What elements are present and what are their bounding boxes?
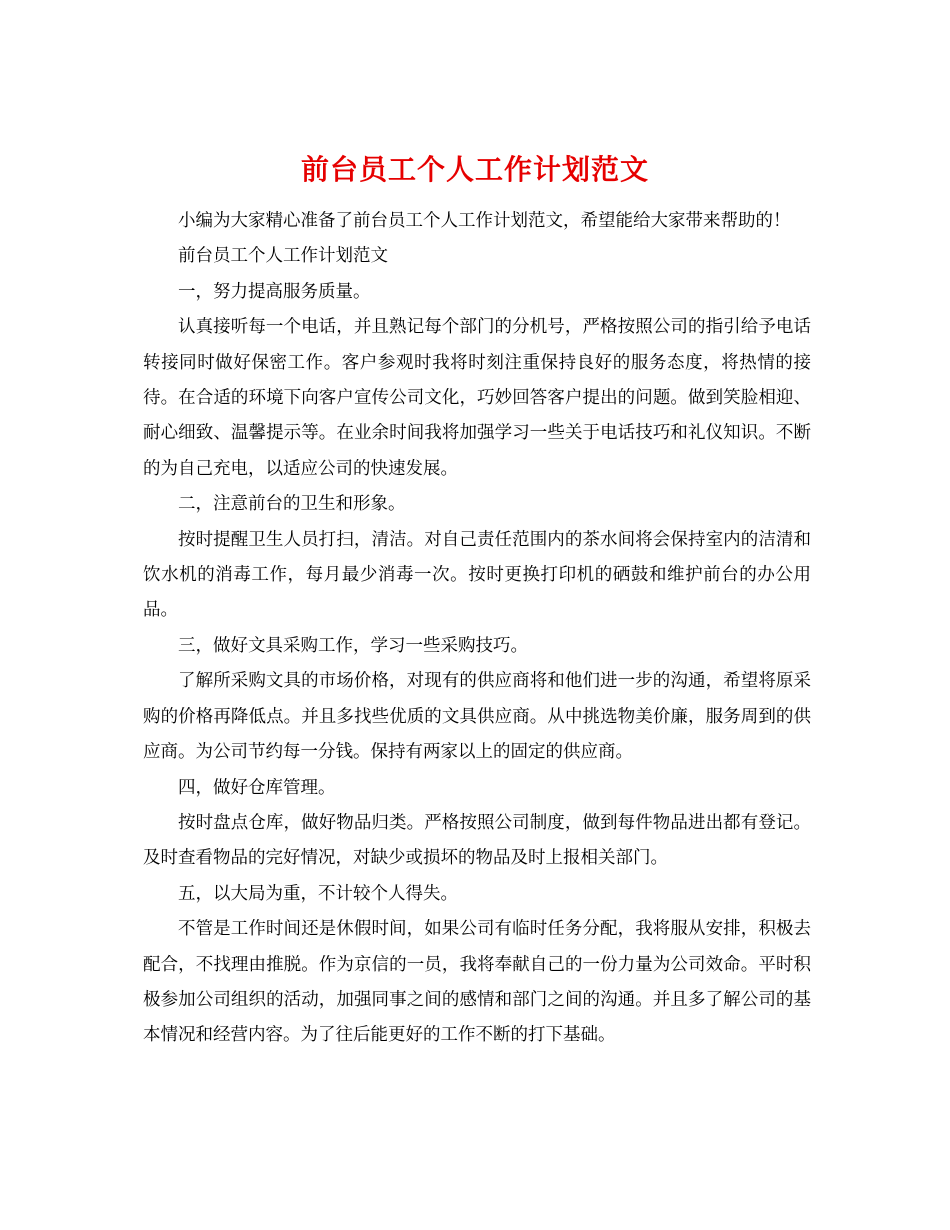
document-body xyxy=(143,204,811,1054)
document-title: 前台员工个人工作计划范文 xyxy=(300,152,649,186)
section-heading-2: 二，注意前台的卫生和形象。 xyxy=(178,494,406,515)
section-body-1: 认真接听每一个电话，并且熟记每个部门的分机号，严格按照公司的指引给予电话转接同时做好保密工作。客户参观时我将时刻注重保持良好的服务态度，将热情的接待。在合适的环境下向客户宣传公司文化，巧妙回答客户提出的问题。做到笑脸相迎、耐心细致、温馨提示等。在业余时间我将加强学习一些关于电话技巧和礼仪知识。不断的为自己充电，以适应公司的快速发展。 xyxy=(143,317,811,479)
subtitle-line: 前台员工个人工作计划范文 xyxy=(178,246,388,267)
section-body-3: 了解所采购文具的市场价格，对现有的供应商将和他们进一步的沟通，希望将原采购的价格再降低点。并且多找些优质的文具供应商。从中挑选物美价廉，服务周到的供应商。为公司节约每一分钱。保持有两家以上的固定的供应商。 xyxy=(143,671,811,763)
section-heading-5: 五，以大局为重，不计较个人得失。 xyxy=(178,883,458,904)
intro-paragraph: 小编为大家精心准备了前台员工个人工作计划范文，希望能给大家带来帮助的！ xyxy=(178,211,791,231)
section-body-4: 按时盘点仓库，做好物品归类。严格按照公司制度，做到每件物品进出都有登记。及时查看物品的完好情况，对缺少或损坏的物品及时上报相关部门。 xyxy=(143,812,811,869)
section-heading-1: 一，努力提高服务质量。 xyxy=(178,281,371,302)
section-heading-3: 三，做好文具采购工作，学习一些采购技巧。 xyxy=(178,635,528,656)
section-body-5: 不管是工作时间还是休假时间，如果公司有临时任务分配，我将服从安排，积极去配合，不找理由推脱。作为京信的一员，我将奉献自己的一份力量为公司效命。平时积极参加公司组织的活动，加强同事之间的感情和部门之间的沟通。并且多了解公司的基本情况和经营内容。为了往后能更好的工作不断的打下基础。 xyxy=(143,919,811,1046)
section-body-2: 按时提醒卫生人员打扫，清洁。对自己责任范围内的茶水间将会保持室内的洁清和饮水机的消毒工作，每月最少消毒一次。按时更换打印机的硒鼓和维护前台的办公用品。 xyxy=(143,529,811,621)
section-heading-4: 四，做好仓库管理。 xyxy=(178,777,336,798)
